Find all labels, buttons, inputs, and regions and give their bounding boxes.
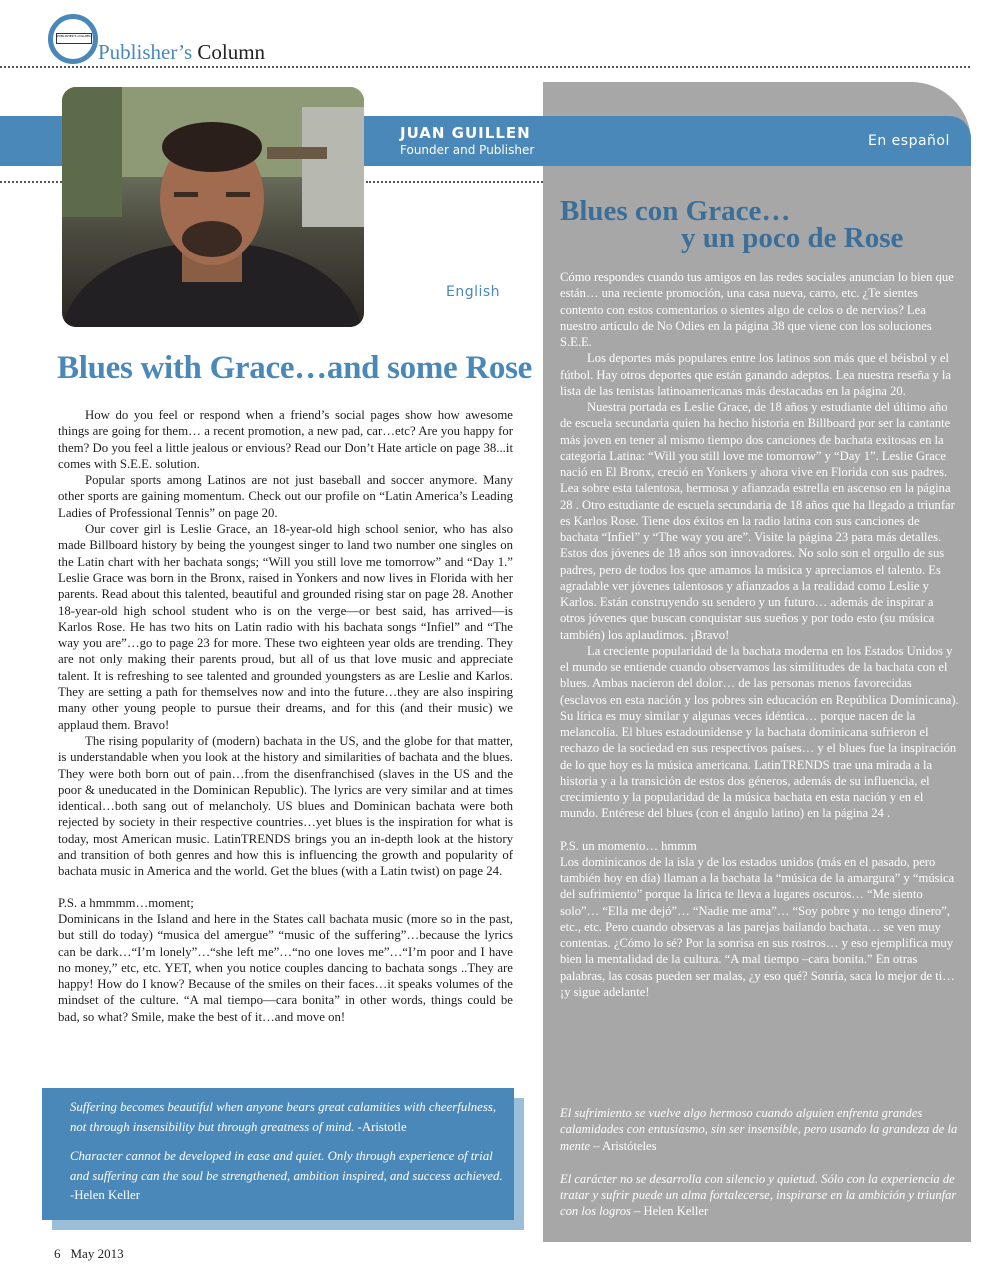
english-quote — [70, 1098, 510, 1137]
quote-author: -Helen Keller — [70, 1188, 140, 1202]
header-divider — [0, 66, 970, 68]
english-ps-text: Dominicans in the Island and here in the States call bachata music (more so in the past, but still do today) “musica del amergue” “music of the suffering”…because the lyrics can be dark…“I’m lonely”…“she left me”…“no one loves me”…“I’m poor and I have no money,” etc, etc. YET, when you notice couples dancing to bachata songs ..They are happy! How do I know? Because of the smiles on their faces…it speaks volumes of the mindset of the culture. “A mal tiempo—cara bonita” in other words, things could be bad, so what? Smile, make the best of it…and move on! — [58, 911, 513, 1024]
spanish-paragraph: Los deportes más populares entre los latinos son más que el béisbol y el fútbol. Hay otros deportes que están ganando adeptos. Lea nuestra reseña y la lista de las tenistas latinoamericanas más destacadas en la página 20. — [560, 351, 951, 398]
band-dots-left — [0, 181, 62, 183]
spanish-body — [560, 269, 959, 1000]
english-paragraph: How do you feel or respond when a friend’s social pages show how awesome things are going for them… a recent promotion, a new pad, car…etc? Are you happy for them? Do you feel a little jealous or envious? Read our Don’t Hate article on page 38...it comes with S.E.E. solution. — [58, 408, 513, 471]
spanish-paragraph: La creciente popularidad de la bachata moderna en los Estados Unidos y el mundo se entiende cuando observamos las similitudes de la bachata con el blues. Ambas nacieron del dolor… de las personas menos favorecidas (esclavos en esta nación y los pobres sin educación en República Dominicana). Su lírica es muy similar y algunas veces idéntica… porque nacen de la melancolía. El blues estadounidense y la bachata dominicana sufrieron el rechazo de la sociedad en sus respectivos países… y el blues fue la inspiración de lo que hoy es la música americana. LatinTRENDS trae una mirada a la historia y a la transición de estos dos géneros, además de su influencia, el crecimiento y la popularidad de la música bachata en esta nación y en el mundo. Entérese del blues (con el ángulo latino) en la página 24 . — [560, 643, 959, 821]
english-paragraph: Popular sports among Latinos are not just baseball and soccer anymore. Many other sports are gaining momentum. Check out our profile on “Latin America’s Leading Ladies of Professional Tennis” on page 20. — [58, 473, 513, 520]
page-footer — [54, 1246, 124, 1262]
page-number: 6 — [54, 1246, 61, 1261]
author-name: JUAN GUILLEN — [400, 124, 531, 142]
section-title — [98, 40, 265, 65]
quote-text: El sufrimiento se vuelve algo hermoso cuando alguien enfrenta grandes calamidades con entusiasmo, sin ser insensible, pero usando la grandeza de la mente — [560, 1106, 958, 1153]
author-role: Founder and Publisher — [400, 143, 535, 157]
quote-author: – Helen Keller — [630, 1204, 709, 1219]
english-ps-heading: P.S. a hmmmm…moment; — [58, 895, 194, 910]
english-label: English — [446, 284, 501, 300]
spanish-paragraph: Nuestra portada es Leslie Grace, de 18 años y estudiante del último año de escuela secundaria quien ha hecho historia en Billboard por ser la cantante más joven en tener al mismo tiempo dos canciones de bachata exitosas en la categoría Latina: “Will you still love me tomorrow” y “Day 1”. Leslie Grace nació en El Bronx, creció en Yonkers y ahora vive en Florida con sus padres. Lea sobre esta talentosa, hermosa y afianzada estrella en ascenso en la página 28 . Otro estudiante de escuela secundaria de 18 años que ha llegado a triunfar es Karlos Rose. Tiene dos éxitos en la radio latina con sus canciones de bachata “Infiel” y “The way you are”. Visite la página 23 para más detalles. Estos dos jóvenes de 18 años son innovadores. No solo son el orgullo de sus padres, pero de todos los que amamos la música y apreciamos el talento. Es agradable ver jóvenes talentosos y afianzados a la realidad como Leslie y Karlos. Están construyendo su sendero y un futuro… además de inspirar a otros jóvenes que buscan conquistar sus sueños y por todo esto (su música también) los aplaudimos. ¡Bravo! — [560, 400, 955, 642]
quote-author: -Aristotle — [354, 1119, 407, 1134]
quote-text: Character cannot be developed in ease and quiet. Only through experience of trial and suffering can the soul be strengthened, ambition inspired, and success achieved. — [70, 1149, 503, 1183]
author-portrait-icon — [62, 87, 364, 327]
band-dots-right — [366, 181, 543, 183]
english-paragraph: Our cover girl is Leslie Grace, an 18-year-old high school senior, who has also made Billboard history by being the youngest singer to land two number one singles on the Latin chart with her bachata songs; “Will you still love me tomorrow” and “Day 1.” Leslie Grace was born in the Bronx, raised in Yonkers and now lives in Florida with her parents. Read about this talented, beautiful and grounded rising star on page 28. Another 18-year-old high school student who is on the verge—or best said, has arrived—is Karlos Rose. He has two hits on Latin radio with his bachata songs “Infiel” and “The way you are”…go to page 23 for more. These two eighteen year olds are trending. They are not only making their parents proud, but all of us that love music and appreciate talent. It is refreshing to see talented and grounded youngsters as are Leslie and Karlos. They are setting a path for themselves now and into the future…they are also inspiring many other young people to pursue their dreams, and for this (and their music) we applaud them. Bravo! — [58, 522, 513, 732]
quote-text: Suffering becomes beautiful when anyone bears great calamities with cheerfulness, not through insensibility but through greatness of mind. — [70, 1100, 497, 1134]
spanish-ps-heading: P.S. un momento… hmmm — [560, 838, 697, 853]
spanish-quote — [560, 1105, 960, 1154]
spanish-label: En español — [868, 133, 950, 149]
spanish-quotes — [560, 1105, 960, 1237]
english-quotes — [70, 1098, 510, 1216]
section-title-accent: Publisher’s — [98, 40, 193, 64]
logo-badge: PUBLISHER'S COLUMN — [56, 33, 92, 44]
author-photo — [62, 87, 364, 327]
quote-text: El carácter no se desarrolla con silencio y quietud. Sólo con la experiencia de tratar y sufrir puede un alma fortalecerse, inspirarse en la ambición y triunfar con los logros — [560, 1171, 957, 1219]
spanish-title-line2: y un poco de Rose — [681, 222, 904, 254]
english-quote — [70, 1147, 510, 1206]
spanish-title-line1: Blues con Grace… — [560, 195, 791, 227]
spanish-quote — [560, 1171, 960, 1220]
english-paragraph: The rising popularity of (modern) bachata in the US, and the globe for that matter, is understandable when you look at the history and similarities of bachata and the blues. They were both born out of pain…from the disenfranchised (slaves in the US and the poor & uneducated in the Dominican Republic). The lyrics are very similar and at times identical…both sang out of melancholy. US blues and Dominican bachata were both rejected by society in their respective countries…yet blues is the inspiration for what is today, most American music. LatinTRENDS brings you an in-depth look at the history and transition of both genres and how this is influencing the growth and popularity of bachata music in America and the world. Get the blues (with a Latin twist) on page 24. — [58, 733, 513, 879]
spanish-paragraph: Cómo respondes cuando tus amigos en las redes sociales anuncian lo bien que están… una reciente promoción, una casa nueva, carro, etc. ¿Te sientes contento con estos comentarios o sientes algo de celos o de nervios? Lea nuestro artículo de No Odies en la página 38 que viene con los soluciones S.E.E. — [560, 270, 954, 349]
issue-date: May 2013 — [70, 1246, 124, 1261]
english-title: Blues with Grace…and some Rose — [57, 350, 532, 386]
quote-author: – Aristóteles — [590, 1138, 657, 1153]
section-title-word: Column — [197, 40, 266, 64]
english-body — [58, 407, 513, 1025]
spanish-ps-text: Los dominicanos de la isla y de los estados unidos (más en el pasado, pero también hoy en día) llaman a la bachata la “música de la amargura” y “música del sufrimiento” porque la lírica te lleva a lugares oscuros… “Me siento solo”… “Ella me dejó”… “Nadie me ama”… “Soy pobre y no tengo dinero”, etc., etc. Pero cuando observas a las parejas bailando bachata… se ven muy contentas. ¿Cómo lo sé? Por la sonrisa en sus rostros… y eso ejemplifica muy bien la mentalidad de la cultura. “A mal tiempo –cara bonita.” En otras palabras, las cosas pueden ser malas, ¿y eso qué? Sonría, saca lo mejor de ti… ¡y sigue adelante! — [560, 854, 955, 999]
